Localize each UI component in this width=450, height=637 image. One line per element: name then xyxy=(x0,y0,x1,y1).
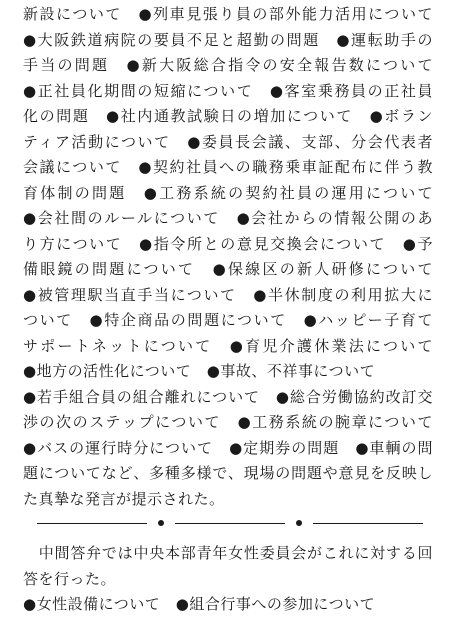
body-line: ●女性設備について ●組合行事への参加について xyxy=(23,595,376,613)
body-line: ●バスの運行時分について ●定期券の問題 ●車輌の問 xyxy=(23,438,433,457)
divider-rule xyxy=(175,523,285,524)
body-line: 会議について ●契約社員への職務乗車証配布に伴う教 xyxy=(23,158,433,176)
body-line: 新設について ●列車見張り員の部外能力活用について xyxy=(23,5,433,23)
body-line: ●大阪鉄道病院の要員不足と超勤の問題 ●運転助手の xyxy=(23,30,433,49)
divider-rule xyxy=(37,523,147,524)
body-line: ●若手組合員の組合離れについて ●総合労働協約改訂交 xyxy=(23,387,433,406)
body-line: 備眼鏡の問題について ●保線区の新人研修について xyxy=(23,260,433,278)
body-line: ●地方の活性化について ●事故、不祥事について xyxy=(23,362,376,380)
body-line: 化の問題 ●社内通教試験日の増加について ●ボラン xyxy=(23,107,433,125)
body-line: 渉の次のステップについて ●工務系統の腕章について xyxy=(23,413,433,431)
section-divider xyxy=(37,518,423,528)
body-line: 中間答弁では中央本部青年女性委員会がこれに対する回 xyxy=(23,544,433,562)
divider-rule xyxy=(313,523,423,524)
body-line: ティア活動について ●委員長会議、支部、分会代表者 xyxy=(23,132,433,151)
body-line: ●被管理駅当直手当について ●半休制度の利用拡大に xyxy=(23,285,433,304)
body-line: 育体制の問題 ●工務系統の契約社員の運用について xyxy=(23,183,433,202)
body-line: た真摯な発言が提示された。 xyxy=(23,489,225,508)
body-line: り方について ●指令所との意見交換会について ●予 xyxy=(23,234,433,253)
body-line: 手当の問題 ●新大阪総合指令の安全報告数について xyxy=(23,56,433,74)
divider-dot xyxy=(158,520,164,526)
body-line: ついて ●特企商品の問題について ●ハッピー子育て xyxy=(23,311,433,329)
body-line: 答を行った。 xyxy=(23,569,117,588)
body-line: ●会社間のルールについて ●会社からの情報公開のあ xyxy=(23,209,433,227)
body-line: ●正社員化期間の短縮について ●客室乗務員の正社員 xyxy=(23,81,433,100)
body-line: 題についてなど、多種多様で、現場の問題や意見を反映し xyxy=(23,464,433,482)
body-line: サポートネットについて ●育児介護休業法について xyxy=(23,336,433,355)
divider-dot xyxy=(296,520,302,526)
